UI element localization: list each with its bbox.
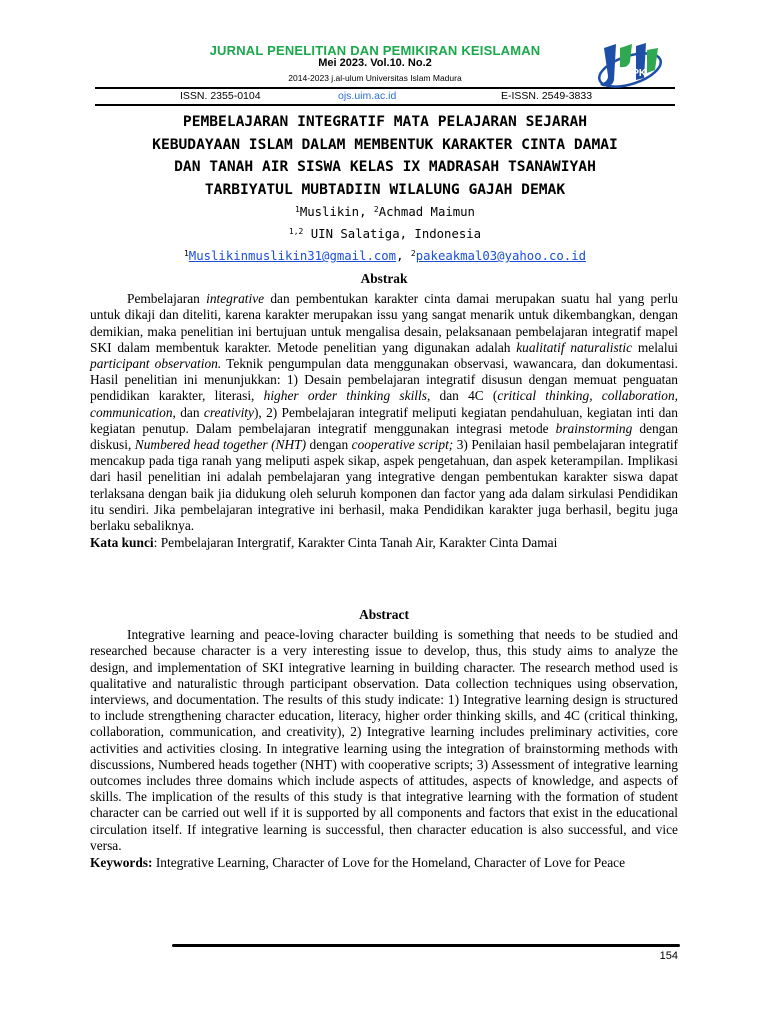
keywords bbox=[90, 855, 678, 871]
email-link-2[interactable]: pakeakmal03@yahoo.co.id bbox=[415, 249, 587, 263]
header-rule-top bbox=[95, 87, 675, 89]
title-line: PEMBELAJARAN INTEGRATIF MATA PELAJARAN SEJARAH bbox=[182, 113, 588, 130]
issn-print: ISSN. 2355-0104 bbox=[180, 90, 261, 102]
body-text: dan bbox=[175, 404, 204, 420]
email-link-1[interactable]: Muslikinmuslikin31@gmail.com bbox=[188, 249, 397, 263]
page-number: 154 bbox=[659, 950, 678, 962]
title-line: DAN TANAH AIR SISWA KELAS IX MADRASAH TSANAWIYAH bbox=[174, 158, 596, 175]
body-text: melalui bbox=[632, 339, 678, 355]
body-text: dengan bbox=[306, 437, 352, 453]
issn-online: E-ISSN. 2549-3833 bbox=[501, 90, 593, 102]
abstrak-body bbox=[90, 291, 678, 534]
article-title bbox=[90, 111, 680, 201]
journal-url-link[interactable]: ojs.uim.ac.id bbox=[338, 90, 397, 102]
kata-kunci bbox=[90, 535, 678, 551]
italic-term: kualitatif naturalistic bbox=[516, 339, 633, 355]
author-2: Achmad Maimun bbox=[378, 205, 475, 219]
header-rule-bottom bbox=[95, 104, 675, 106]
body-text: Pembelajaran bbox=[127, 291, 207, 307]
body-text: , dan 4C ( bbox=[426, 388, 498, 404]
kata-kunci-text: : Pembelajaran Intergratif, Karakter Cinta Tanah Air, Karakter Cinta Damai bbox=[153, 535, 558, 551]
abstract-section bbox=[90, 607, 678, 871]
keywords-label: Keywords: bbox=[90, 855, 153, 871]
journal-header bbox=[95, 40, 675, 110]
italic-term: participant observation. bbox=[90, 356, 222, 372]
body-text: 3) Penilaian hasil pembelajaran integratif mencakup pada tiga ranah yang meliputi aspek sikap, aspek pengetahuan, dan aspek keterampilan. Implikasi dari hasil penelitian ini adalah pembelajaran yang integrative dengan pembentukan karakter siswa dapat terlaksana dengan baik jia didukung oleh seluruh komponen dan factor yang ada dalam sirkulasi Pendidikan itu sendiri. Jika pembelajaran integrative ini berhasil, maka Pendidikan karakter juga berhasil, begitu juga berlaku sebaliknya. bbox=[90, 437, 678, 534]
italic-term: brainstorming bbox=[555, 420, 633, 436]
body-text: dengan diskusi, bbox=[90, 420, 678, 453]
copyright-line: 2014-2023 j.al-ulum Universitas Islam Madura bbox=[288, 73, 462, 83]
italic-term: integrative bbox=[206, 291, 265, 307]
abstrak-section bbox=[90, 271, 678, 551]
title-line: TARBIYATUL MUBTADIIN WILALUNG GAJAH DEMAK bbox=[204, 180, 566, 198]
issn-row bbox=[95, 90, 675, 104]
kata-kunci-label: Kata kunci bbox=[90, 535, 154, 551]
italic-term: Numbered head together (NHT) bbox=[134, 437, 307, 453]
body-text: dan pembentukan karakter cinta damai merupakan suatu hal yang perlu untuk dikaji dan diteliti, karena karakter merupakan issu yang sangat menarik untuk dikembangkan, dengan demikian, maka penelitian ini bertujuan untuk mengalisa desain, pelaksanaan pembelajaran integratif mapel SKI dalam membentuk karakter. Metode penelitian yang digunakan adalah bbox=[90, 291, 679, 355]
logo-text: JPPK bbox=[620, 68, 647, 79]
issue-info: Mei 2023. Vol.10. No.2 bbox=[318, 57, 432, 69]
body-text: Teknik pengumpulan data menggunakan observasi, wawancara, dan dokumentasi. Hasil penelitian ini menunjukkan: 1) Desain pembelajaran integratif disusun dengan memuat penguatan pendidikan karakter, literasi, bbox=[90, 356, 679, 404]
author-names: $^1$Muslikin, $^2$Achmad Maimun bbox=[295, 205, 475, 219]
footer-rule bbox=[172, 944, 680, 947]
italic-term: critical thinking, collaboration, communication, bbox=[90, 388, 679, 420]
italic-term: creativity bbox=[203, 404, 254, 420]
author-block bbox=[90, 200, 680, 266]
author-1: Muslikin, bbox=[299, 205, 374, 219]
abstract-heading: Abstract bbox=[359, 607, 409, 622]
title-line: KEBUDAYAAN ISLAM DALAM MEMBENTUK KARAKTER CINTA DAMAI bbox=[152, 135, 618, 153]
affiliation: $^{1,2}$ UIN Salatiga, Indonesia bbox=[288, 227, 482, 241]
body-text: ), 2) Pembelajaran integratif meliputi kegiatan pendahuluan, kegiatan inti dan kegiatan penutup. Dalam pembelajaran integratif menggunakan integrasi metode bbox=[90, 404, 679, 436]
abstrak-heading: Abstrak bbox=[360, 271, 408, 286]
author-emails: $^1$Muslikinmuslikin31@gmail.com, $^2$pakeakmal03@yahoo.co.id bbox=[183, 249, 587, 263]
italic-term: higher order thinking skills bbox=[263, 388, 427, 404]
journal-title: JURNAL PENELITIAN DAN PEMIKIRAN KEISLAMAN bbox=[209, 43, 541, 58]
journal-logo bbox=[592, 40, 664, 90]
keywords-text: Integrative Learning, Character of Love for the Homeland, Character of Love for Peace bbox=[152, 855, 626, 871]
abstract-body: Integrative learning and peace-loving character building is something that needs to be studied and researched because character is a very interesting issue to develop, thus, this study aims to analyze the design, and implementation of SKI integrative learning in building character. The research method used is qualitative and naturalistic through participant observation. Data collection techniques using observation, interviews, and documentation. The results of this study indicate: 1) Integrative learning design is structured to include strengthening character education, literacy, higher order thinking skills, and 4C (critical thinking, collaboration, communication, and creativity), 2) Integrative learning includes preliminary activities, core activities and activities closing. In integrative learning using the integration of brainstorming methods with discussions, Numbered heads together (NHT) with cooperative scripts; 3) Assessment of integrative learning outcomes includes three domains which include aspects of attitudes, aspects of knowledge, and aspects of skills. The implication of the results of this study is that integrative learning with the formation of student character can be carried out well if it is supported by all components and factors that exist in the educational circulation itself. If integrative learning is successful, then character education is also successful, and vice versa. bbox=[90, 627, 678, 853]
italic-term: cooperative script; bbox=[351, 437, 454, 453]
